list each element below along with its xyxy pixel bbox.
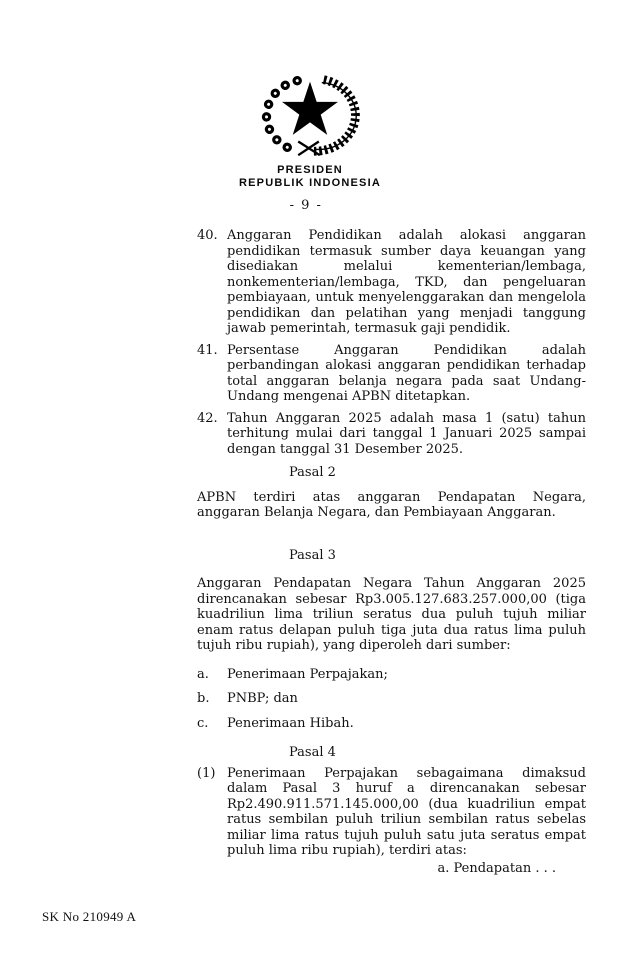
ayat-text: Penerimaan Perpajakan sebagaimana dimaksud dalam Pasal 3 huruf a direncanakan sebesar Rp2.490.911.571.145.000,00 (dua kuadriliun empat ratus sembilan puluh triliun sembilan ratus sebelas miliar lima ratus tujuh puluh satu juta seratus empat puluh lima ribu rupiah), terdiri atas:	[227, 765, 586, 858]
document-code: SK No 210949 A	[42, 909, 137, 924]
letterhead-title-line2: REPUBLIK INDONESIA	[239, 176, 381, 189]
list-item-letter: c.	[197, 715, 209, 731]
letterhead-title-line1: PRESIDEN	[277, 164, 343, 176]
list-item-a	[197, 667, 586, 683]
catchword: a. Pendapatan . . .	[437, 860, 556, 876]
list-item-text: Penerimaan Hibah.	[227, 715, 354, 731]
page-number: - 9 -	[289, 198, 323, 213]
list-item-text: Penerimaan Perpajakan;	[227, 666, 388, 682]
pasal-3-letter-list	[197, 667, 586, 732]
letterhead	[0, 66, 620, 189]
definition-number: 40.	[197, 228, 218, 243]
pasal-3-body: Anggaran Pendapatan Negara Tahun Anggaran 2025 direncanakan sebesar Rp3.005.127.683.257.000,00 (tiga kuadriliun lima triliun seratus dua puluh tujuh miliar enam ratus delapan puluh tiga juta dua ratus lima puluh tujuh ribu rupiah), yang diperoleh dari sumber:	[197, 576, 586, 653]
pasal-2-body: APBN terdiri atas anggaran Pendapatan Negara, anggaran Belanja Negara, dan Pembiayaan Anggaran.	[197, 489, 586, 520]
definition-number: 41.	[197, 342, 218, 358]
list-item-letter: b.	[197, 691, 210, 706]
pasal-2-heading: Pasal 2	[289, 465, 336, 480]
definition-text: Persentase Anggaran Pendidikan adalah perbandingan alokasi anggaran pendidikan terhadap total anggaran belanja negara pada saat Undang-Undang mengenai APBN ditetapkan.	[227, 342, 586, 404]
list-item-b	[197, 691, 586, 707]
definition-item-41	[197, 343, 586, 405]
definition-item-42	[197, 411, 586, 458]
pasal-4-heading: Pasal 4	[289, 745, 336, 760]
definition-number: 42.	[197, 410, 218, 426]
pasal-4-ayat-1	[197, 766, 586, 859]
list-item-letter: a.	[197, 666, 209, 682]
definition-text: Tahun Anggaran 2025 adalah masa 1 (satu) tahun terhitung mulai dari tanggal 1 Januari 2025 sampai dengan tanggal 31 Desember 2025.	[227, 410, 586, 457]
definition-item-40	[197, 228, 586, 337]
pasal-3-heading: Pasal 3	[289, 547, 336, 563]
document-body	[197, 228, 586, 876]
ayat-number: (1)	[197, 765, 216, 781]
presidential-star-wreath-icon	[259, 66, 361, 162]
definition-text: Anggaran Pendidikan adalah alokasi anggaran pendidikan termasuk sumber daya keuangan yang disediakan melalui kementerian/lembaga, nonkementerian/lembaga, TKD, dan pengeluaran pembiayaan, untuk menyelenggarakan dan mengelola pendidikan dan pelatihan yang menjadi tanggung jawab pemerintah, termasuk gaji pendidik.	[227, 228, 586, 336]
list-item-text: PNBP; dan	[227, 691, 298, 706]
list-item-c	[197, 716, 586, 732]
